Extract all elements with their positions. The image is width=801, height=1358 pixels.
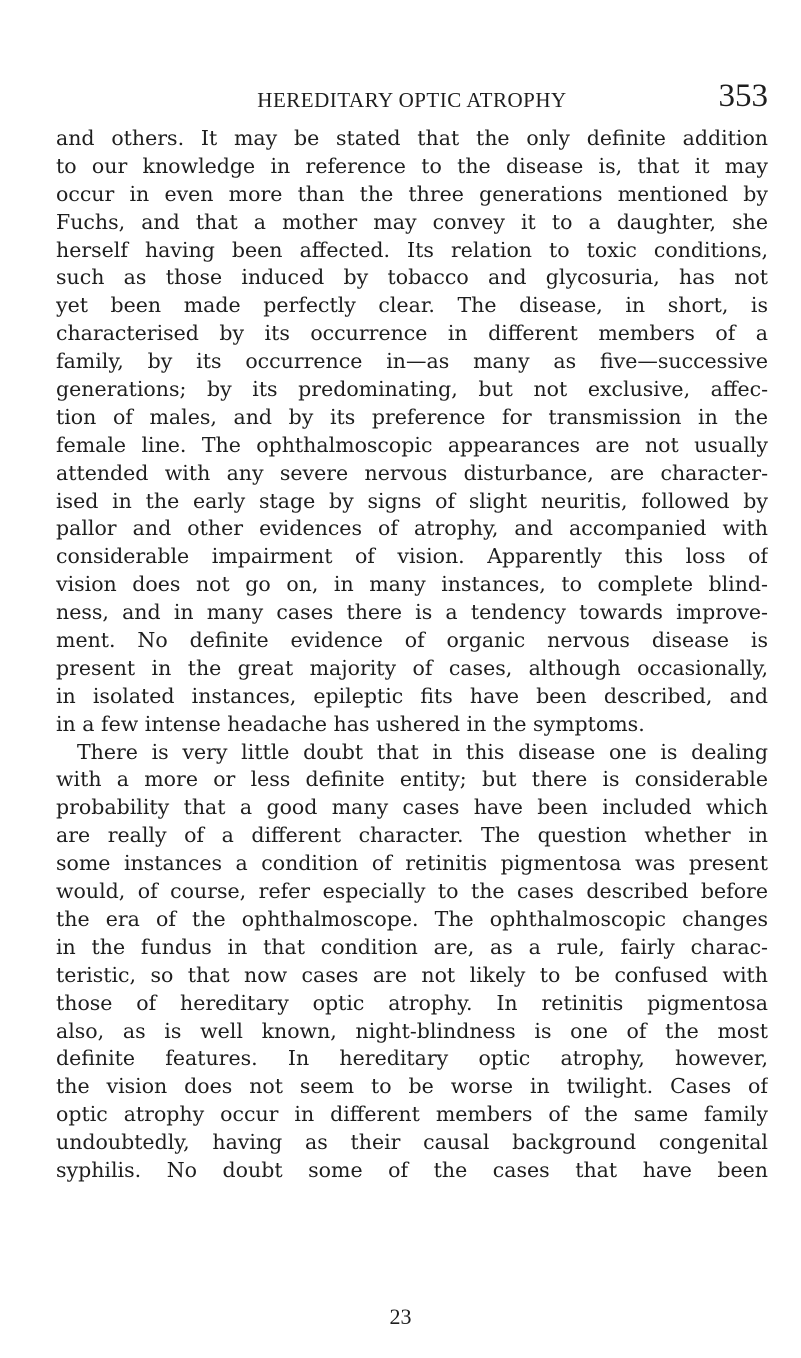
text-line: and others. It may be stated that the only definite addition <box>56 126 768 150</box>
text-line: optic atrophy occur in different members of the same family <box>56 1102 768 1127</box>
text-line: teristic, so that now cases are not likely to be confused with <box>56 962 768 987</box>
running-head <box>56 78 768 118</box>
signature-mark: 23 <box>389 1304 412 1329</box>
text-line: occur in even more than the three generations mentioned by <box>56 181 768 206</box>
text-line: ness, and in many cases there is a tendency towards improve- <box>56 600 768 625</box>
text-line: undoubtedly, having as their causal background congenital <box>56 1130 768 1155</box>
text-line: pallor and other evidences of atrophy, and accompanied with <box>56 516 768 541</box>
text-line: yet been made perfectly clear. The disease, in short, is <box>56 293 768 318</box>
text-line: the vision does not seem to be worse in twilight. Cases of <box>56 1074 768 1099</box>
text-line: also, as is well known, night-blindness is one of the most <box>56 1018 768 1043</box>
text-line: present in the great majority of cases, although occasionally, <box>56 655 768 680</box>
text-line: in isolated instances, epileptic fits have been described, and <box>56 683 768 708</box>
text-line: some instances a condition of retinitis pigmentosa was present <box>56 851 768 876</box>
body-text <box>56 125 768 1185</box>
text-line: considerable impairment of vision. Apparently this loss of <box>56 544 768 569</box>
text-line: probability that a good many cases have been included which <box>56 795 768 820</box>
text-line: those of hereditary optic atrophy. In retinitis pigmentosa <box>56 990 768 1015</box>
text-line: tion of males, and by its preference for transmission in the <box>56 404 768 429</box>
text-line: There is very little doubt that in this disease one is dealing <box>77 739 768 764</box>
text-line: are really of a different character. The question whether in <box>56 823 768 848</box>
page-number: 353 <box>718 78 768 114</box>
text-line: characterised by its occurrence in different members of a <box>56 321 768 346</box>
text-line: vision does not go on, in many instances, to complete blind- <box>56 572 768 597</box>
text-line: herself having been affected. Its relation to toxic conditions, <box>56 237 768 262</box>
text-line: Fuchs, and that a mother may convey it to a daughter, she <box>56 209 768 234</box>
text-line: in a few intense headache has ushered in the symptoms. <box>56 711 645 736</box>
text-line: definite features. In hereditary optic atrophy, however, <box>56 1046 768 1071</box>
text-line: ised in the early stage by signs of slight neuritis, followed by <box>56 488 768 513</box>
text-line: attended with any severe nervous disturbance, are character- <box>56 460 768 485</box>
text-line: with a more or less definite entity; but there is considerable <box>56 767 768 792</box>
text-line: would, of course, refer especially to the cases described before <box>56 879 768 904</box>
text-line: the era of the ophthalmoscope. The ophthalmoscopic changes <box>56 906 768 931</box>
text-line: female line. The ophthalmoscopic appearances are not usually <box>56 432 768 457</box>
text-line: syphilis. No doubt some of the cases that have been <box>56 1157 768 1182</box>
text-line: generations; by its predominating, but not exclusive, affec- <box>56 377 768 402</box>
text-line: ment. No definite evidence of organic nervous disease is <box>56 628 768 653</box>
running-title: HEREDITARY OPTIC ATROPHY <box>257 88 567 112</box>
text-line: in the fundus in that condition are, as a rule, fairly charac- <box>56 934 768 959</box>
text-line: to our knowledge in reference to the disease is, that it may <box>56 153 768 178</box>
text-line: such as those induced by tobacco and glycosuria, has not <box>56 265 768 290</box>
text-line: family, by its occurrence in—as many as five—successive <box>56 349 768 374</box>
